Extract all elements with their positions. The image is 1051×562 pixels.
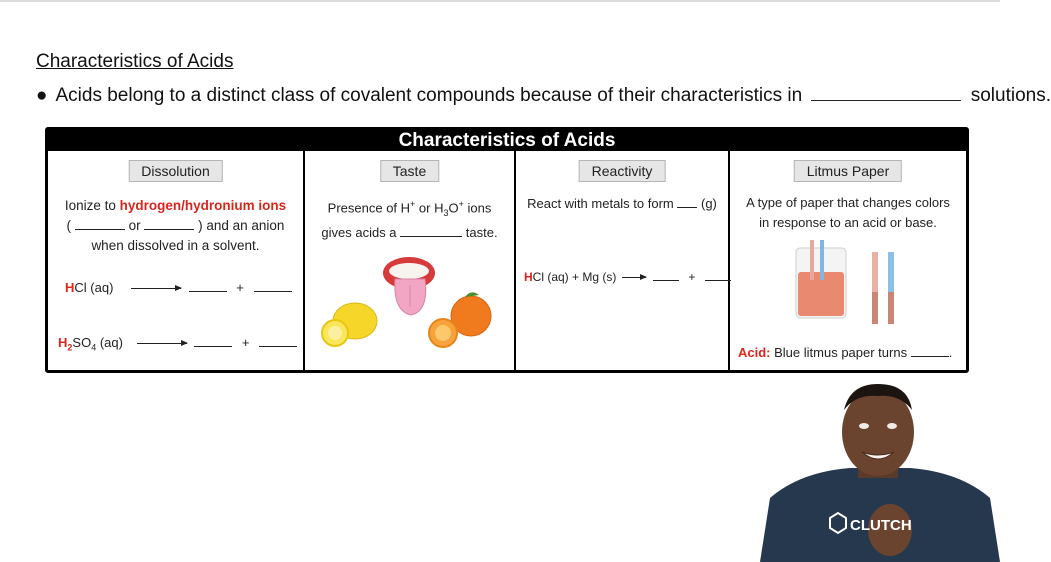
eq2-sub4: 4	[91, 342, 97, 353]
acid-text: Blue litmus paper turns	[774, 345, 908, 360]
taste-sup1: +	[410, 199, 416, 209]
dissolution-highlight: hydrogen/hydronium ions	[119, 198, 287, 213]
eq1-h: H	[65, 280, 75, 295]
reactivity-blank	[677, 195, 697, 208]
eq2-sub2: 2	[67, 342, 73, 353]
arrow-icon	[622, 277, 646, 278]
litmus-header: Litmus Paper	[794, 160, 902, 182]
mg-equation	[524, 268, 731, 284]
taste-illustration	[313, 251, 513, 361]
h2so4-equation	[58, 334, 297, 353]
fill-in-blank	[811, 86, 961, 101]
table-title: Characteristics of Acids	[48, 130, 966, 151]
litmus-strips-icon	[872, 252, 894, 324]
column-dissolution	[48, 151, 305, 370]
mg-plus: +	[688, 270, 696, 284]
taste-sub: 3	[443, 207, 449, 218]
taste-header: Taste	[380, 160, 439, 182]
taste-l1b: or H	[415, 200, 444, 216]
lemon-icon	[322, 303, 377, 346]
litmus-acid-statement	[738, 344, 952, 360]
bullet-text-after: solutions.	[970, 85, 1051, 106]
taste-l1a: Presence of H	[327, 200, 411, 216]
litmus-line1: A type of paper that changes colors	[746, 195, 950, 210]
blank-4	[254, 279, 292, 292]
characteristics-table	[45, 127, 969, 373]
mg-blank-1	[653, 268, 679, 281]
shirt-logo-text: CLUTCH	[850, 517, 912, 534]
taste-l2a: gives acids a	[321, 224, 397, 240]
column-reactivity	[516, 151, 730, 370]
table-columns	[48, 151, 966, 370]
arrow-icon	[131, 288, 181, 289]
mg-eq-rest: Cl (aq) + Mg (s)	[532, 270, 617, 284]
dissolution-line3: when dissolved in a solvent.	[91, 238, 260, 253]
bullet-text-before: Acids belong to a distinct class of covalent compounds because of their characteristics in	[55, 85, 803, 106]
blank-3	[189, 279, 227, 292]
page-title: Characteristics of Acids	[36, 51, 234, 72]
hcl-equation	[65, 279, 292, 295]
plus-2: +	[241, 335, 250, 350]
anion-text: ) and an anion	[198, 218, 285, 233]
litmus-blank	[911, 344, 949, 357]
eq2-so: SO	[72, 335, 92, 350]
blank-5	[194, 334, 232, 347]
reactivity-description	[516, 194, 728, 214]
orange-icon	[429, 292, 491, 347]
plus-1: +	[236, 280, 244, 295]
litmus-description	[730, 193, 966, 233]
reactivity-l1b: (g)	[701, 196, 717, 211]
bullet-statement	[36, 85, 1051, 107]
taste-sup2: +	[458, 199, 464, 209]
arrow-icon	[137, 343, 187, 344]
top-divider	[0, 0, 1000, 2]
bullet-dot: ●	[36, 85, 48, 106]
mouth-tongue-icon	[383, 257, 435, 315]
acid-label: Acid:	[738, 345, 771, 360]
blank-2	[144, 217, 194, 230]
reactivity-header: Reactivity	[579, 160, 666, 182]
litmus-line2: in response to an acid or base.	[759, 215, 937, 230]
presenter-figure	[760, 384, 1000, 562]
mg-blank-2	[705, 268, 731, 281]
beaker-icon	[796, 240, 846, 318]
mg-eq-h: H	[524, 270, 533, 284]
taste-l1c: O	[448, 200, 459, 216]
taste-l1d: ions	[463, 200, 492, 216]
presenter-video	[760, 380, 1000, 562]
taste-blank	[400, 224, 462, 237]
eq2-h: H	[58, 335, 68, 350]
reactivity-l1a: React with metals to form	[527, 196, 674, 211]
eq1-rest: Cl (aq)	[74, 280, 114, 295]
blank-6	[259, 334, 297, 347]
dissolution-line1-prefix: Ionize to	[64, 198, 120, 213]
paren-open: (	[66, 218, 72, 233]
dissolution-description	[48, 196, 303, 256]
taste-description	[305, 194, 514, 243]
litmus-beaker-illustration	[788, 236, 938, 331]
eq2-aq: (aq)	[96, 335, 123, 350]
dissolution-header: Dissolution	[128, 160, 222, 182]
column-litmus-paper	[730, 151, 966, 370]
litmus-period: .	[948, 345, 953, 360]
or-text: or	[128, 218, 141, 233]
blank-1	[75, 217, 125, 230]
taste-l2b: taste.	[465, 224, 498, 240]
column-taste	[305, 151, 516, 370]
